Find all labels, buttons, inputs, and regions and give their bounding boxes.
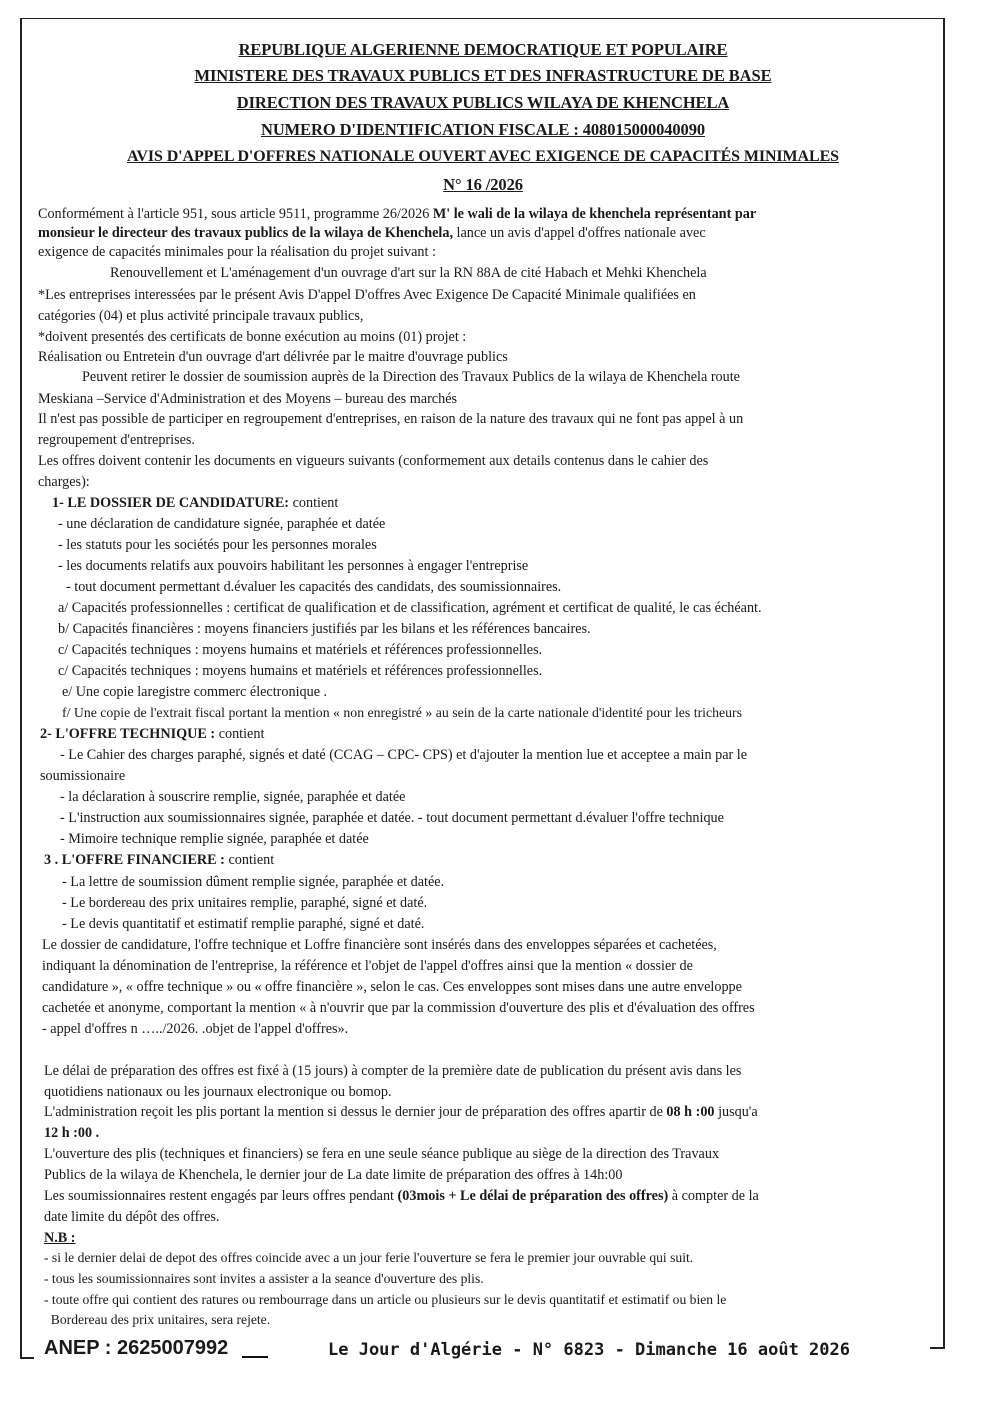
notice-title: AVIS D'APPEL D'OFFRES NATIONALE OUVERT AVEC EXIGENCE DE CAPACITÉS MINIMALES bbox=[127, 148, 839, 165]
section1-heading: 1- LE DOSSIER DE CANDIDATURE: contient bbox=[52, 495, 339, 511]
intro-line-8: Réalisation ou Entretein d'un ouvrage d'art délivrée par le maitre d'ouvrage publics bbox=[38, 349, 508, 365]
list-item: - L'instruction aux soumissionnaires signée, paraphée et datée. - tout document permettant d.évaluer l'offre technique bbox=[60, 810, 724, 826]
border-left bbox=[20, 18, 22, 1358]
list-item: c/ Capacités techniques : moyens humains et matériels et références professionnelles. bbox=[58, 663, 543, 679]
list-item: - Le bordereau des prix unitaires remplie, paraphé, signé et daté. bbox=[62, 895, 428, 911]
envelopes-line: - appel d'offres n …../2026. .objet de l'appel d'offres». bbox=[42, 1021, 349, 1037]
list-item: e/ Une copie laregistre commerc électronique . bbox=[62, 684, 328, 700]
list-item: - une déclaration de candidature signée, paraphée et datée bbox=[58, 516, 386, 532]
delai-line-reception: L'administration reçoit les plis portant la mention si dessus le dernier jour de préparation des offres apartir de 08 h :00 jusqu'a bbox=[44, 1104, 758, 1120]
intro-line-2: monsieur le directeur des travaux publics de la wilaya de Khenchela, lance un avis d'appel d'offres nationale avec bbox=[38, 225, 706, 241]
envelopes-line: cachetée et anonyme, comportant la mention « à n'ouvrir que par la commission d'ouverture des plis et d'évaluation des offres bbox=[42, 1000, 755, 1016]
list-item: - Le Cahier des charges paraphé, signés et daté (CCAG – CPC- CPS) et d'ajouter la mention lue et acceptee a main par le bbox=[60, 747, 748, 763]
intro-line-10: Meskiana –Service d'Administration et des Moyens – bureau des marchés bbox=[38, 391, 458, 407]
border-bottom-left-tick bbox=[20, 1357, 34, 1359]
project-title: Renouvellement et L'aménagement d'un ouvrage d'art sur la RN 88A de cité Habach et Mehki Khenchela bbox=[110, 265, 707, 281]
list-item: f/ Une copie de l'extrait fiscal portant la mention « non enregistré » au sein de la carte nationale d'identité pour les tricheurs bbox=[62, 705, 743, 720]
journal-reference: Le Jour d'Algérie - N° 6823 - Dimanche 16 août 2026 bbox=[328, 1340, 850, 1360]
delai-line-end-hour: 12 h :00 . bbox=[44, 1125, 100, 1141]
section3-heading: 3 . L'OFFRE FINANCIERE : contient bbox=[44, 852, 275, 868]
list-item: - la déclaration à souscrire remplie, signée, paraphée et datée bbox=[60, 789, 406, 805]
envelopes-line: Le dossier de candidature, l'offre technique et Loffre financière sont insérés dans des enveloppes séparées et cachetées, bbox=[42, 937, 717, 953]
list-item: - les documents relatifs aux pouvoirs habilitant les personnes à engager l'entreprise bbox=[58, 558, 529, 574]
list-item: soumissionaire bbox=[40, 768, 126, 784]
border-right bbox=[943, 18, 945, 1348]
delai-line: quotidiens nationaux ou les journaux electronique ou bomop. bbox=[44, 1084, 392, 1100]
delai-line-engagement: Les soumissionnaires restent engagés par leurs offres pendant (03mois + Le délai de préparation des offres) à compter de la bbox=[44, 1188, 759, 1204]
list-item: - La lettre de soumission dûment remplie signée, paraphée et datée. bbox=[62, 874, 445, 890]
list-item: c/ Capacités techniques : moyens humains et matériels et références professionnelles. bbox=[58, 642, 543, 658]
envelopes-line: indiquant la dénomination de l'entreprise, la référence et l'objet de l'appel d'offres ainsi que la mention « dossier de bbox=[42, 958, 693, 974]
header-republic: REPUBLIQUE ALGERIENNE DEMOCRATIQUE ET POPULAIRE bbox=[238, 40, 728, 59]
list-item: b/ Capacités financières : moyens financiers justifiés par les bilans et les références bancaires. bbox=[58, 621, 591, 637]
list-item: - Mimoire technique remplie signée, paraphée et datée bbox=[60, 831, 369, 847]
intro-line-14: charges): bbox=[38, 474, 90, 490]
list-item: - Le devis quantitatif et estimatif remplie paraphé, signé et daté. bbox=[62, 916, 425, 932]
nb-heading: N.B : bbox=[44, 1230, 76, 1246]
delai-line: Publics de la wilaya de Khenchela, le dernier jour de La date limite de préparation des offres à 14h:00 bbox=[44, 1167, 623, 1183]
nb-item: - si le dernier delai de depot des offres coincide avec a un jour ferie l'ouverture se fera le premier jour ouvrable qui suit. bbox=[44, 1250, 694, 1265]
anep-dash bbox=[242, 1356, 268, 1358]
header-direction: DIRECTION DES TRAVAUX PUBLICS WILAYA DE KHENCHELA bbox=[236, 93, 730, 112]
header-ministry: MINISTERE DES TRAVAUX PUBLICS ET DES INFRASTRUCTURE DE BASE bbox=[194, 66, 772, 85]
nb-item: Bordereau des prix unitaires, sera rejete. bbox=[44, 1312, 271, 1327]
nb-item: - tous les soumissionnaires sont invites a assister a la seance d'ouverture des plis. bbox=[44, 1271, 484, 1286]
intro-line-6: catégories (04) et plus activité principale travaux publics, bbox=[38, 308, 364, 324]
nb-item: - toute offre qui contient des ratures ou rembourrage dans un article ou plusieurs sur le devis quantitatif et estimatif ou bien le bbox=[44, 1292, 727, 1307]
intro-line-9: Peuvent retirer le dossier de soumission auprès de la Direction des Travaux Publics de la wilaya de Khenchela route bbox=[82, 369, 740, 385]
intro-line-5: *Les entreprises interessées par le présent Avis D'appel D'offres Avec Exigence De Capacité Minimale qualifiées en bbox=[38, 287, 696, 303]
border-top bbox=[20, 18, 945, 19]
header-fiscal-id: NUMERO D'IDENTIFICATION FISCALE : 408015000040090 bbox=[261, 120, 705, 139]
delai-line: date limite du dépôt des offres. bbox=[44, 1209, 220, 1225]
list-item: - tout document permettant d.évaluer les capacités des candidats, des soumissionnaires. bbox=[66, 579, 562, 595]
anep-reference: ANEP : 2625007992 bbox=[44, 1337, 229, 1359]
notice-number: N° 16 /2026 bbox=[443, 175, 523, 194]
intro-line-11: Il n'est pas possible de participer en regroupement d'entreprises, en raison de la nature des travaux qui ne font pas appel à un bbox=[38, 411, 744, 427]
border-bottom-right-tick bbox=[930, 1347, 945, 1349]
intro-line-13: Les offres doivent contenir les documents en vigueurs suivants (conformement aux details contenus dans le cahier des bbox=[38, 453, 709, 469]
envelopes-line: candidature », « offre technique » ou « offre financière », selon le cas. Ces enveloppes sont mises dans une autre enveloppe bbox=[42, 979, 742, 995]
intro-line-7: *doivent presentés des certificats de bonne exécution au moins (01) projet : bbox=[38, 329, 467, 345]
intro-line-3: exigence de capacités minimales pour la réalisation du projet suivant : bbox=[38, 244, 436, 260]
section2-heading: 2- L'OFFRE TECHNIQUE : contient bbox=[40, 726, 265, 742]
intro-line-1: Conformément à l'article 951, sous article 9511, programme 26/2026 M' le wali de la wilaya de khenchela représentant par bbox=[38, 206, 757, 222]
delai-line: Le délai de préparation des offres est fixé à (15 jours) à compter de la première date de publication du présent avis dans les bbox=[44, 1063, 742, 1079]
intro-line-12: regroupement d'entreprises. bbox=[38, 432, 195, 448]
delai-line: L'ouverture des plis (techniques et financiers) se fera en une seule séance publique au siège de la direction des Travaux bbox=[44, 1146, 720, 1162]
list-item: - les statuts pour les sociétés pour les personnes morales bbox=[58, 537, 377, 553]
list-item: a/ Capacités professionnelles : certificat de qualification et de classification, agrément et certificat de qualité, le cas échéant. bbox=[58, 600, 762, 616]
